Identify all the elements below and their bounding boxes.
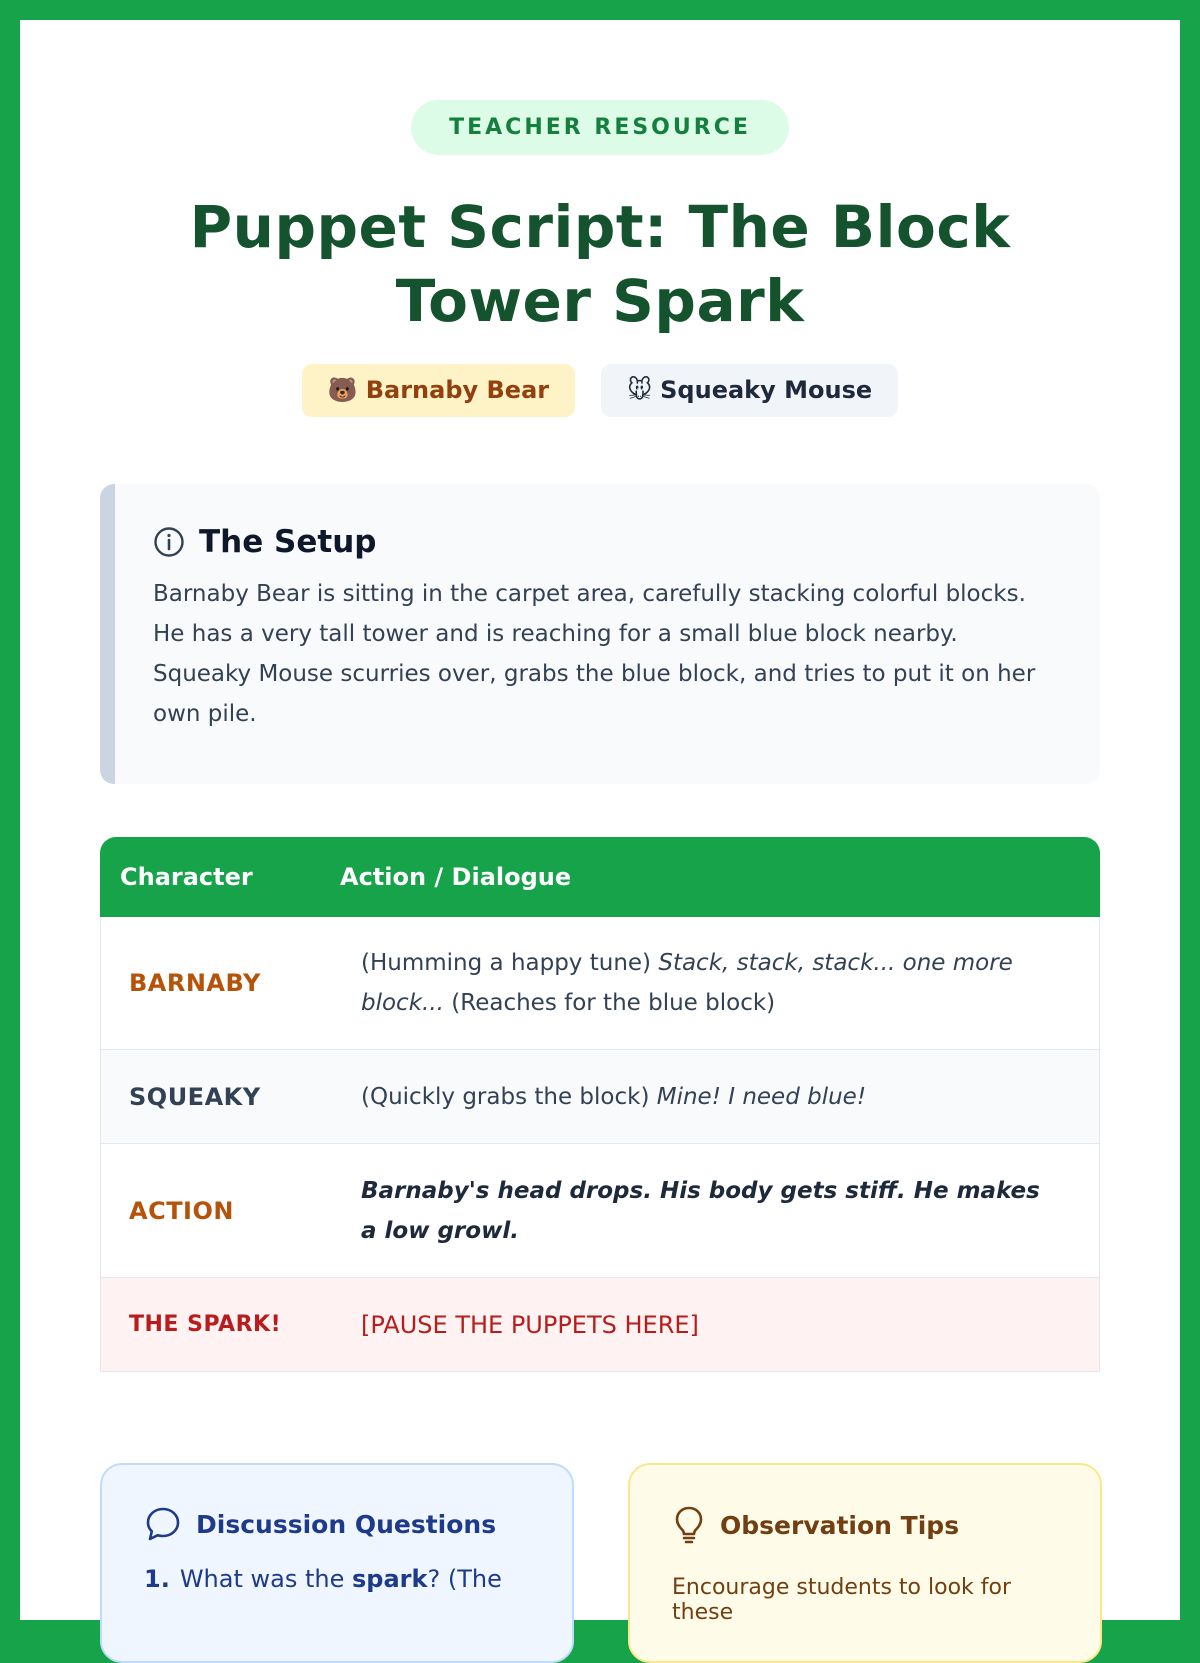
table-row — [100, 917, 1100, 1050]
header-character: Character — [120, 863, 253, 891]
resource-badge: TEACHER RESOURCE — [411, 100, 789, 155]
setup-text: Barnaby Bear is sitting in the carpet area, carefully stacking colorful blocks. He has a very tall tower and is reaching for a small blue block nearby. Squeaky Mouse scurries over, grabs the blue block, and tries to put it on her own pile. — [153, 581, 1036, 727]
discussion-title: Discussion Questions — [196, 1509, 497, 1539]
character-name: Squeaky Mouse — [660, 376, 873, 404]
mouse-icon: 🐭 — [627, 376, 653, 404]
character-chip-barnaby — [302, 364, 575, 417]
header-action: Action / Dialogue — [340, 863, 572, 891]
question-number: 1. — [144, 1565, 170, 1593]
character-cell: SQUEAKY — [129, 1082, 261, 1111]
list-item — [144, 1565, 532, 1593]
character-cell: ACTION — [129, 1196, 234, 1225]
setup-title: The Setup — [199, 524, 377, 560]
page-sheet — [20, 20, 1180, 1625]
table-row-spark — [100, 1278, 1100, 1372]
stage-direction: (Humming a happy tune) — [361, 950, 659, 976]
discussion-questions-card — [100, 1463, 574, 1663]
speech-bubble-icon — [144, 1505, 182, 1543]
info-icon — [153, 526, 185, 558]
observation-tips-card — [628, 1463, 1102, 1663]
bear-icon: 🐻 — [327, 376, 358, 404]
stage-direction: (Quickly grabs the block) — [361, 1083, 657, 1110]
character-chips — [20, 364, 1180, 417]
question-text: What was the — [179, 1565, 352, 1593]
dialogue-line: Stack, stack, stack... one more block... — [361, 950, 1013, 1016]
table-row — [100, 1050, 1100, 1144]
page-title: Puppet Script: The Block Tower Spark — [189, 193, 1011, 335]
question-text: ? (The — [427, 1565, 502, 1593]
question-keyword: spark — [352, 1565, 428, 1593]
dialogue-cell — [361, 1077, 1099, 1117]
dialogue-cell — [361, 943, 1099, 1023]
table-header — [100, 837, 1100, 917]
action-cell: Barnaby's head drops. His body gets stiff. He makes a low growl. — [361, 1177, 1040, 1244]
character-chip-squeaky — [601, 364, 898, 417]
character-cell: THE SPARK! — [129, 1312, 282, 1337]
spark-cell: [PAUSE THE PUPPETS HERE] — [361, 1310, 699, 1339]
character-name: Barnaby Bear — [365, 376, 550, 404]
table-row — [100, 1144, 1100, 1278]
lightbulb-icon — [672, 1505, 706, 1545]
stage-direction: (Reaches for the blue block) — [443, 990, 776, 1016]
script-table — [100, 837, 1100, 1372]
observation-title: Observation Tips — [720, 1510, 960, 1540]
setup-box — [100, 484, 1100, 784]
dialogue-line: Mine! I need blue! — [656, 1083, 867, 1110]
observation-text: Encourage students to look for these — [672, 1575, 1012, 1625]
character-cell: BARNABY — [129, 969, 261, 997]
